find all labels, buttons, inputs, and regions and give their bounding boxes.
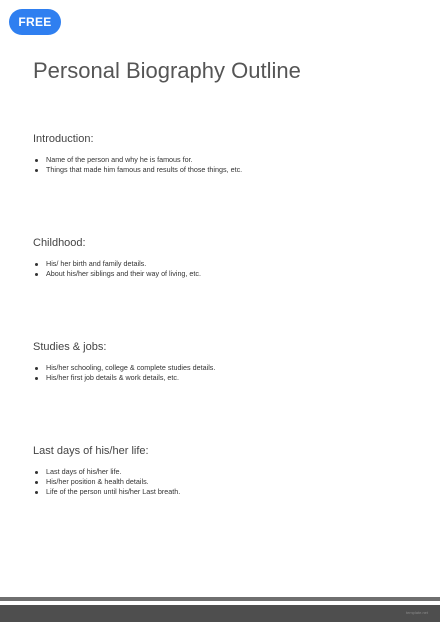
section-heading: Childhood: — [33, 237, 86, 249]
bullet-list — [33, 467, 413, 497]
section-heading: Studies & jobs: — [33, 341, 107, 353]
bullet-list — [33, 363, 413, 383]
list-item: Life of the person until his/her Last breath. — [33, 487, 413, 497]
footer-divider — [0, 597, 440, 601]
list-item: Things that made him famous and results of those things, etc. — [33, 165, 413, 175]
section-heading: Last days of his/her life: — [33, 445, 149, 457]
list-item: Name of the person and why he is famous for. — [33, 155, 413, 165]
bullet-list — [33, 155, 413, 175]
section-studies-jobs — [33, 341, 413, 383]
section-introduction — [33, 133, 413, 175]
list-item: His/her position & health details. — [33, 477, 413, 487]
bullet-list — [33, 259, 413, 279]
list-item: Last days of his/her life. — [33, 467, 413, 477]
list-item: His/her first job details & work details, etc. — [33, 373, 413, 383]
section-heading: Introduction: — [33, 133, 94, 145]
list-item: His/her schooling, college & complete studies details. — [33, 363, 413, 373]
section-last-days — [33, 445, 413, 497]
list-item: About his/her siblings and their way of living, etc. — [33, 269, 413, 279]
section-childhood — [33, 237, 413, 279]
list-item: His/ her birth and family details. — [33, 259, 413, 269]
footer-watermark: template.net — [405, 610, 428, 615]
document-title: Personal Biography Outline — [33, 58, 301, 83]
free-badge[interactable]: FREE — [9, 9, 61, 35]
footer-bar — [0, 605, 440, 622]
